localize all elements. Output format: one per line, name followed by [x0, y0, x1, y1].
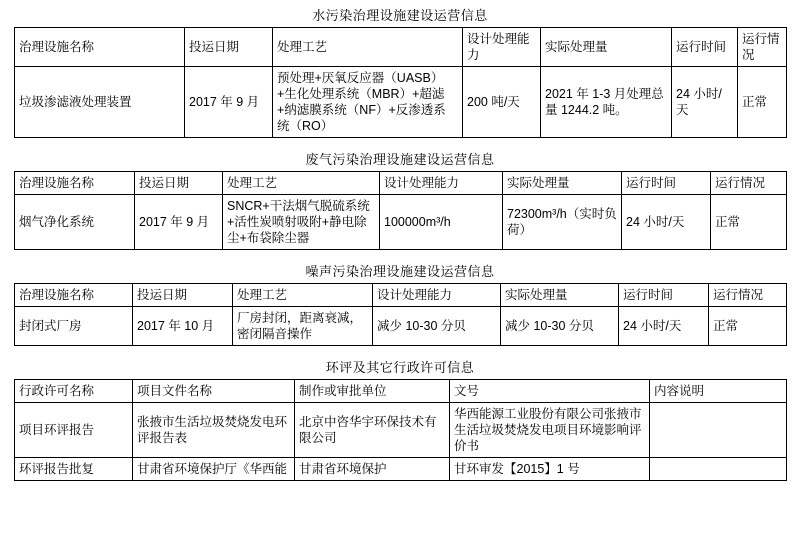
column-header-run-time: 运行时间 [619, 284, 709, 307]
cell-process: 厂房封闭，距离衰减，密闭隔音操作 [233, 307, 373, 346]
cell-description [650, 458, 787, 481]
column-header-document-name: 项目文件名称 [133, 380, 295, 403]
column-header-actual-volume: 实际处理量 [501, 284, 619, 307]
column-header-start-date: 投运日期 [133, 284, 233, 307]
cell-status: 正常 [738, 67, 787, 138]
table-row [15, 307, 787, 346]
table-noise [14, 283, 787, 346]
column-header-issuer: 制作或审批单位 [295, 380, 450, 403]
cell-document-number: 华西能源工业股份有限公司张掖市生活垃圾焚烧发电项目环境影响评价书 [450, 403, 650, 458]
table-row [15, 458, 787, 481]
column-header-start-date: 投运日期 [135, 172, 223, 195]
column-header-design-capacity: 设计处理能力 [373, 284, 501, 307]
section-title-noise: 噪声污染治理设施建设运营信息 [305, 264, 495, 279]
table-row [15, 403, 787, 458]
cell-permit-name: 项目环评报告 [15, 403, 133, 458]
cell-permit-name: 环评报告批复 [15, 458, 133, 481]
section-title-water: 水污染治理设施建设运营信息 [312, 8, 488, 23]
column-header-design-capacity: 设计处理能力 [463, 28, 541, 67]
section-permits [14, 360, 786, 481]
cell-status: 正常 [709, 307, 787, 346]
column-header-process: 处理工艺 [233, 284, 373, 307]
column-header-status: 运行情况 [738, 28, 787, 67]
cell-run-time: 24 小时/天 [672, 67, 738, 138]
cell-issuer: 北京中咨华宇环保技术有限公司 [295, 403, 450, 458]
column-header-run-time: 运行时间 [672, 28, 738, 67]
column-header-actual-volume: 实际处理量 [541, 28, 672, 67]
table-row [15, 195, 787, 250]
table-permits [14, 379, 787, 481]
column-header-status: 运行情况 [709, 284, 787, 307]
cell-issuer: 甘肃省环境保护 [295, 458, 450, 481]
cell-status: 正常 [711, 195, 787, 250]
section-waste-gas [14, 152, 786, 250]
cell-run-time: 24 小时/天 [622, 195, 711, 250]
cell-start-date: 2017 年 9 月 [135, 195, 223, 250]
cell-process: 预处理+厌氧反应器（UASB）+生化处理系统（MBR）+超滤+纳滤膜系统（NF）+反渗透系统（RO） [273, 67, 463, 138]
column-header-actual-volume: 实际处理量 [503, 172, 622, 195]
column-header-process: 处理工艺 [223, 172, 380, 195]
cell-description [650, 403, 787, 458]
column-header-design-capacity: 设计处理能力 [380, 172, 503, 195]
column-header-run-time: 运行时间 [622, 172, 711, 195]
table-header-row [15, 172, 787, 195]
column-header-facility-name: 治理设施名称 [15, 28, 185, 67]
table-row [15, 67, 787, 138]
table-header-row [15, 380, 787, 403]
cell-design-capacity: 200 吨/天 [463, 67, 541, 138]
cell-start-date: 2017 年 9 月 [185, 67, 273, 138]
cell-run-time: 24 小时/天 [619, 307, 709, 346]
cell-document-name: 甘肃省环境保护厅《华西能 [133, 458, 295, 481]
cell-document-number: 甘环审发【2015】1 号 [450, 458, 650, 481]
table-waste-gas [14, 171, 787, 250]
cell-start-date: 2017 年 10 月 [133, 307, 233, 346]
column-header-facility-name: 治理设施名称 [15, 284, 133, 307]
table-water [14, 27, 787, 138]
table-header-row [15, 284, 787, 307]
cell-design-capacity: 减少 10-30 分贝 [373, 307, 501, 346]
table-header-row [15, 28, 787, 67]
cell-process: SNCR+干法烟气脱硫系统+活性炭喷射吸附+静电除尘+布袋除尘器 [223, 195, 380, 250]
column-header-facility-name: 治理设施名称 [15, 172, 135, 195]
cell-actual-volume: 2021 年 1-3 月处理总量 1244.2 吨。 [541, 67, 672, 138]
cell-actual-volume: 减少 10-30 分贝 [501, 307, 619, 346]
section-title-waste-gas: 废气污染治理设施建设运营信息 [305, 152, 495, 167]
cell-facility-name: 烟气净化系统 [15, 195, 135, 250]
column-header-start-date: 投运日期 [185, 28, 273, 67]
column-header-description: 内容说明 [650, 380, 787, 403]
cell-actual-volume: 72300m³/h（实时负荷） [503, 195, 622, 250]
column-header-process: 处理工艺 [273, 28, 463, 67]
column-header-document-number: 文号 [450, 380, 650, 403]
cell-facility-name: 封闭式厂房 [15, 307, 133, 346]
section-noise [14, 264, 786, 346]
cell-design-capacity: 100000m³/h [380, 195, 503, 250]
section-water [14, 8, 786, 138]
section-title-permits: 环评及其它行政许可信息 [325, 360, 475, 375]
column-header-permit-name: 行政许可名称 [15, 380, 133, 403]
cell-facility-name: 垃圾渗滤液处理装置 [15, 67, 185, 138]
column-header-status: 运行情况 [711, 172, 787, 195]
cell-document-name: 张掖市生活垃圾焚烧发电环评报告表 [133, 403, 295, 458]
